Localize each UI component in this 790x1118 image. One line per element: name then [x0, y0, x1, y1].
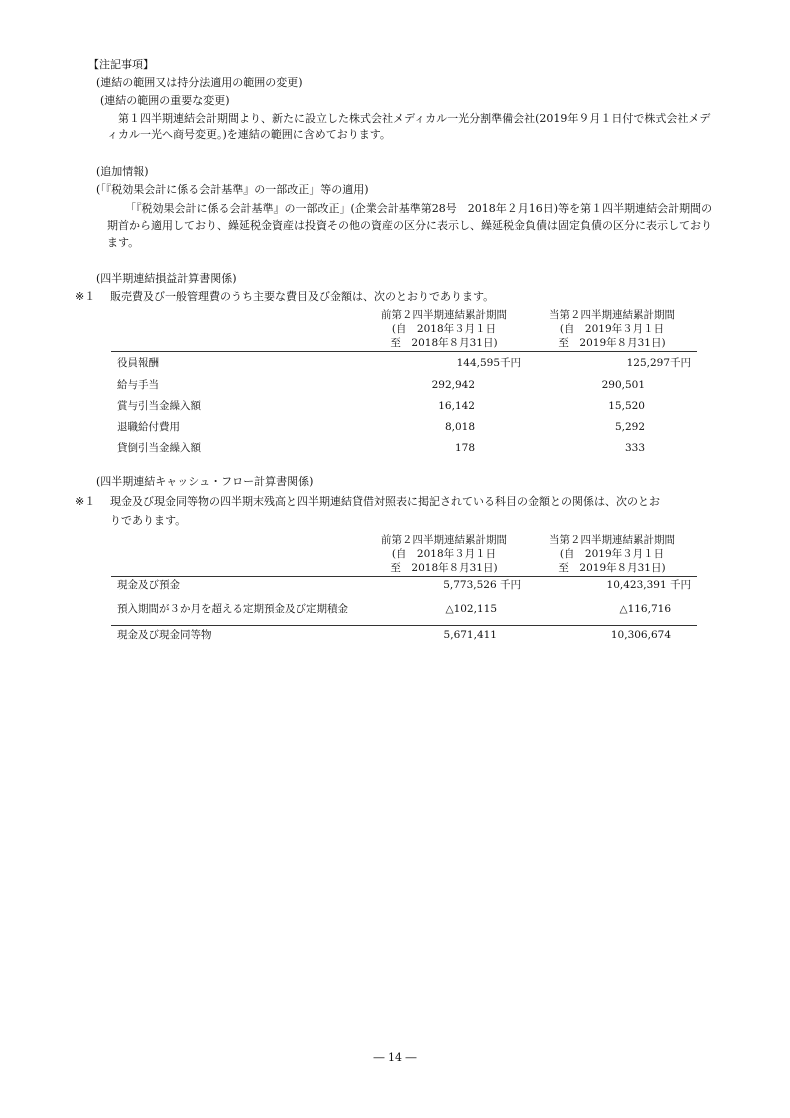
- row-label: 給与手当: [117, 378, 159, 391]
- table-row: [111, 396, 697, 417]
- cash-flow-note-text-line1: 現金及び現金同等物の四半期末残高と四半期連結貸借対照表に掲記されている科目の金額との関係は、次のとお: [110, 495, 660, 508]
- row-prev-value: 178: [454, 441, 475, 454]
- table-header-row: [111, 533, 697, 576]
- row-curr-value: 5,292: [614, 420, 645, 433]
- row-prev-value: 144,595千円: [456, 356, 521, 369]
- header-prev-period: [361, 533, 527, 576]
- header-curr-title: 当第２四半期連結累計期間: [549, 309, 675, 321]
- additional-info-body: 「『税効果会計に係る会計基準』の一部改正」(企業会計基準第28号 2018年２月16日)等を第１四半期連結会計期間の期首から適用しており、繰延税金資産は投資その他の資産の区分に表示し、繰延税金負債は固定負債の区分に表示しております。: [107, 202, 713, 250]
- row-curr-value: 125,297千円: [626, 356, 691, 369]
- header-curr-period: [527, 533, 697, 576]
- row-curr-value: 290,501: [601, 378, 645, 391]
- row-curr-value: 333: [624, 441, 645, 454]
- header-blank: [111, 308, 361, 351]
- row-prev-value: △102,115: [361, 595, 527, 625]
- header-prev-to: 至 2018年８月31日): [390, 337, 498, 350]
- table-row: [111, 595, 697, 625]
- row-label: 役員報酬: [117, 356, 159, 369]
- additional-info-heading: (追加情報): [96, 165, 149, 178]
- income-statement-note-text: 販売費及び一般管理費のうち主要な費目及び金額は、次のとおりであります。: [110, 290, 495, 303]
- row-curr-value: △116,716: [527, 595, 697, 625]
- cash-flow-heading: (四半期連結キャッシュ・フロー計算書関係): [96, 475, 314, 488]
- table-row: [111, 438, 697, 459]
- consolidation-scope-heading: (連結の範囲又は持分法適用の範囲の変更): [96, 76, 303, 89]
- header-blank: [111, 533, 361, 576]
- header-prev-period: [361, 308, 527, 351]
- row-label: 貸倒引当金繰入額: [117, 441, 201, 454]
- consolidation-scope-body: 第１四半期連結会計期間より、新たに設立した株式会社メディカル一光分割準備会社(2019年９月１日付で株式会社メディカル一光へ商号変更。)を連結の範囲に含めております。: [107, 112, 711, 141]
- cash-equivalents-table: [111, 533, 697, 645]
- header-prev-to: 至 2018年８月31日): [390, 562, 498, 575]
- table-total-row: [111, 625, 697, 645]
- row-prev-value: 8,018: [444, 420, 475, 433]
- header-prev-from: (自 2018年３月１日: [391, 548, 497, 561]
- income-statement-note-mark: ※１: [75, 290, 96, 303]
- table-row: [111, 576, 697, 595]
- row-prev-value: 16,142: [438, 399, 475, 412]
- header-curr-title: 当第２四半期連結累計期間: [549, 534, 675, 546]
- sga-expenses-table: [111, 308, 697, 459]
- income-statement-heading: (四半期連結損益計算書関係): [96, 272, 237, 285]
- header-prev-title: 前第２四半期連結累計期間: [381, 309, 507, 321]
- row-label: 預入期間が３か月を超える定期預金及び定期積金: [111, 595, 361, 625]
- row-prev-value: 292,942: [431, 378, 475, 391]
- row-label: 現金及び預金: [117, 579, 180, 592]
- header-curr-from: (自 2019年３月１日: [559, 548, 665, 561]
- row-prev-value: 5,773,526 千円: [443, 579, 521, 592]
- consolidation-scope-subheading: (連結の範囲の重要な変更): [100, 94, 230, 107]
- row-label: 退職給付費用: [117, 420, 180, 433]
- total-row-label: 現金及び現金同等物: [117, 628, 212, 641]
- table-row: [111, 417, 697, 438]
- cash-flow-note-mark: ※１: [75, 495, 96, 508]
- header-prev-from: (自 2018年３月１日: [391, 323, 497, 336]
- page-number: ― 14 ―: [373, 1051, 417, 1064]
- table-row: [111, 351, 697, 375]
- table-row: [111, 375, 697, 396]
- header-curr-from: (自 2019年３月１日: [559, 323, 665, 336]
- cash-flow-note-text-line2: りであります。: [110, 514, 187, 527]
- total-row-prev-value: 5,671,411: [443, 628, 497, 641]
- notes-heading: 【注記事項】: [88, 58, 154, 71]
- row-curr-value: 15,520: [608, 399, 645, 412]
- table-header-row: [111, 308, 697, 351]
- header-curr-to: 至 2019年８月31日): [558, 337, 666, 350]
- header-curr-period: [527, 308, 697, 351]
- row-label: 賞与引当金繰入額: [117, 399, 201, 412]
- additional-info-subheading: (「『税効果会計に係る会計基準』の一部改正」等の適用): [96, 183, 369, 196]
- row-curr-value: 10,423,391 千円: [606, 579, 691, 592]
- header-prev-title: 前第２四半期連結累計期間: [381, 534, 507, 546]
- header-curr-to: 至 2019年８月31日): [558, 562, 666, 575]
- total-row-curr-value: 10,306,674: [610, 628, 671, 641]
